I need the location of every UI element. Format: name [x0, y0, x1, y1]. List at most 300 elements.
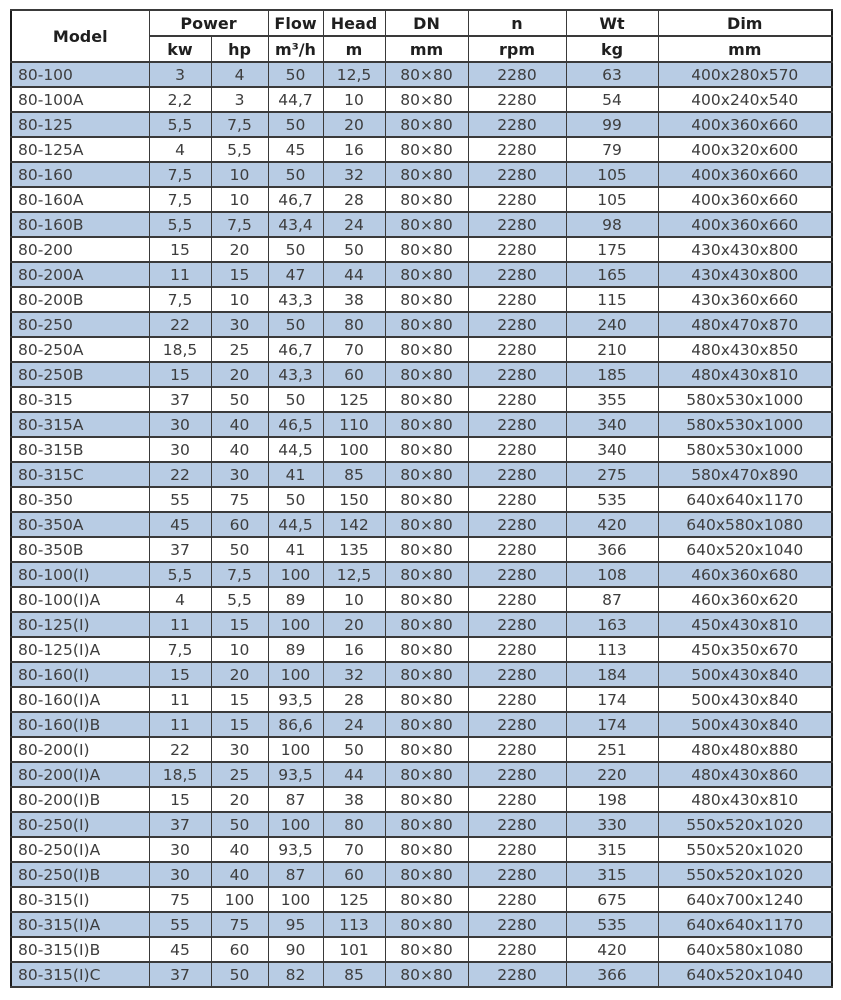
- value-cell: 80×80: [385, 237, 468, 262]
- value-cell: 2280: [468, 362, 566, 387]
- value-cell: 28: [323, 187, 385, 212]
- value-cell: 185: [566, 362, 658, 387]
- value-cell: 640x580x1080: [658, 937, 832, 962]
- value-cell: 2280: [468, 637, 566, 662]
- table-row: [11, 862, 832, 887]
- model-cell: 80-125A: [11, 137, 149, 162]
- header-row-groups: [11, 10, 832, 36]
- value-cell: 2280: [468, 962, 566, 987]
- col-header-wt: Wt: [566, 10, 658, 36]
- value-cell: 80×80: [385, 612, 468, 637]
- value-cell: 10: [211, 637, 268, 662]
- value-cell: 80×80: [385, 937, 468, 962]
- value-cell: 12,5: [323, 562, 385, 587]
- value-cell: 15: [149, 662, 211, 687]
- value-cell: 80×80: [385, 437, 468, 462]
- model-cell: 80-160(I): [11, 662, 149, 687]
- model-cell: 80-160(I)B: [11, 712, 149, 737]
- value-cell: 580x470x890: [658, 462, 832, 487]
- table-row: [11, 712, 832, 737]
- value-cell: 44,7: [268, 87, 323, 112]
- value-cell: 22: [149, 312, 211, 337]
- value-cell: 15: [149, 237, 211, 262]
- value-cell: 89: [268, 637, 323, 662]
- value-cell: 98: [566, 212, 658, 237]
- value-cell: 115: [566, 287, 658, 312]
- table-row: [11, 62, 832, 87]
- value-cell: 2280: [468, 787, 566, 812]
- value-cell: 2280: [468, 687, 566, 712]
- value-cell: 7,5: [149, 162, 211, 187]
- table-row: [11, 512, 832, 537]
- value-cell: 24: [323, 712, 385, 737]
- value-cell: 95: [268, 912, 323, 937]
- value-cell: 100: [211, 887, 268, 912]
- value-cell: 165: [566, 262, 658, 287]
- value-cell: 113: [566, 637, 658, 662]
- value-cell: 315: [566, 862, 658, 887]
- value-cell: 450x350x670: [658, 637, 832, 662]
- table-row: [11, 537, 832, 562]
- value-cell: 44,5: [268, 512, 323, 537]
- value-cell: 32: [323, 162, 385, 187]
- value-cell: 80×80: [385, 512, 468, 537]
- value-cell: 54: [566, 87, 658, 112]
- model-cell: 80-125(I)A: [11, 637, 149, 662]
- value-cell: 46,5: [268, 412, 323, 437]
- value-cell: 80×80: [385, 262, 468, 287]
- table-row: [11, 612, 832, 637]
- value-cell: 15: [211, 687, 268, 712]
- value-cell: 80×80: [385, 62, 468, 87]
- value-cell: 20: [211, 662, 268, 687]
- value-cell: 110: [323, 412, 385, 437]
- value-cell: 50: [211, 812, 268, 837]
- value-cell: 80: [323, 312, 385, 337]
- value-cell: 113: [323, 912, 385, 937]
- unit-n: rpm: [468, 36, 566, 62]
- table-row: [11, 687, 832, 712]
- value-cell: 50: [268, 162, 323, 187]
- unit-kw: kw: [149, 36, 211, 62]
- value-cell: 460x360x620: [658, 587, 832, 612]
- value-cell: 2280: [468, 712, 566, 737]
- value-cell: 100: [268, 612, 323, 637]
- value-cell: 5,5: [149, 562, 211, 587]
- value-cell: 75: [211, 487, 268, 512]
- value-cell: 50: [268, 487, 323, 512]
- value-cell: 275: [566, 462, 658, 487]
- value-cell: 30: [211, 737, 268, 762]
- value-cell: 41: [268, 537, 323, 562]
- value-cell: 46,7: [268, 337, 323, 362]
- value-cell: 101: [323, 937, 385, 962]
- value-cell: 20: [211, 362, 268, 387]
- value-cell: 20: [211, 237, 268, 262]
- value-cell: 640x700x1240: [658, 887, 832, 912]
- value-cell: 11: [149, 262, 211, 287]
- value-cell: 2280: [468, 837, 566, 862]
- value-cell: 16: [323, 637, 385, 662]
- value-cell: 40: [211, 837, 268, 862]
- value-cell: 87: [268, 862, 323, 887]
- value-cell: 2280: [468, 187, 566, 212]
- model-cell: 80-315(I): [11, 887, 149, 912]
- value-cell: 2280: [468, 462, 566, 487]
- table-header: [11, 10, 832, 62]
- value-cell: 16: [323, 137, 385, 162]
- table-row: [11, 637, 832, 662]
- value-cell: 15: [211, 262, 268, 287]
- value-cell: 2280: [468, 537, 566, 562]
- value-cell: 580x530x1000: [658, 387, 832, 412]
- value-cell: 420: [566, 512, 658, 537]
- value-cell: 2280: [468, 212, 566, 237]
- value-cell: 2280: [468, 287, 566, 312]
- value-cell: 7,5: [149, 287, 211, 312]
- value-cell: 30: [149, 437, 211, 462]
- value-cell: 7,5: [211, 212, 268, 237]
- value-cell: 25: [211, 762, 268, 787]
- value-cell: 174: [566, 712, 658, 737]
- value-cell: 93,5: [268, 837, 323, 862]
- table-row: [11, 212, 832, 237]
- value-cell: 330: [566, 812, 658, 837]
- value-cell: 37: [149, 537, 211, 562]
- value-cell: 535: [566, 487, 658, 512]
- model-cell: 80-315(I)C: [11, 962, 149, 987]
- model-cell: 80-100A: [11, 87, 149, 112]
- value-cell: 2280: [468, 812, 566, 837]
- value-cell: 44,5: [268, 437, 323, 462]
- value-cell: 44: [323, 262, 385, 287]
- value-cell: 41: [268, 462, 323, 487]
- value-cell: 30: [149, 837, 211, 862]
- value-cell: 4: [211, 62, 268, 87]
- value-cell: 80×80: [385, 212, 468, 237]
- value-cell: 640x520x1040: [658, 537, 832, 562]
- value-cell: 2280: [468, 62, 566, 87]
- value-cell: 75: [149, 887, 211, 912]
- value-cell: 80×80: [385, 537, 468, 562]
- table-row: [11, 87, 832, 112]
- value-cell: 315: [566, 837, 658, 862]
- value-cell: 100: [268, 812, 323, 837]
- value-cell: 2280: [468, 262, 566, 287]
- value-cell: 2280: [468, 887, 566, 912]
- model-cell: 80-125: [11, 112, 149, 137]
- table-row: [11, 912, 832, 937]
- col-header-flow: Flow: [268, 10, 323, 36]
- value-cell: 80×80: [385, 587, 468, 612]
- model-cell: 80-250(I)B: [11, 862, 149, 887]
- model-cell: 80-250A: [11, 337, 149, 362]
- model-cell: 80-250(I): [11, 812, 149, 837]
- value-cell: 366: [566, 962, 658, 987]
- value-cell: 80×80: [385, 362, 468, 387]
- value-cell: 80×80: [385, 137, 468, 162]
- model-cell: 80-160: [11, 162, 149, 187]
- value-cell: 93,5: [268, 762, 323, 787]
- table-row: [11, 562, 832, 587]
- value-cell: 15: [149, 787, 211, 812]
- value-cell: 251: [566, 737, 658, 762]
- value-cell: 82: [268, 962, 323, 987]
- value-cell: 80×80: [385, 887, 468, 912]
- value-cell: 550x520x1020: [658, 862, 832, 887]
- value-cell: 220: [566, 762, 658, 787]
- value-cell: 2280: [468, 912, 566, 937]
- value-cell: 37: [149, 387, 211, 412]
- value-cell: 2280: [468, 137, 566, 162]
- value-cell: 7,5: [149, 637, 211, 662]
- table-row: [11, 587, 832, 612]
- value-cell: 100: [268, 737, 323, 762]
- value-cell: 86,6: [268, 712, 323, 737]
- value-cell: 150: [323, 487, 385, 512]
- value-cell: 430x360x660: [658, 287, 832, 312]
- value-cell: 50: [211, 962, 268, 987]
- value-cell: 7,5: [149, 187, 211, 212]
- model-cell: 80-160(I)A: [11, 687, 149, 712]
- model-cell: 80-100: [11, 62, 149, 87]
- value-cell: 2280: [468, 412, 566, 437]
- value-cell: 38: [323, 787, 385, 812]
- value-cell: 108: [566, 562, 658, 587]
- value-cell: 30: [211, 312, 268, 337]
- value-cell: 32: [323, 662, 385, 687]
- value-cell: 80×80: [385, 87, 468, 112]
- value-cell: 80×80: [385, 487, 468, 512]
- value-cell: 2280: [468, 762, 566, 787]
- value-cell: 240: [566, 312, 658, 337]
- value-cell: 163: [566, 612, 658, 637]
- value-cell: 10: [211, 162, 268, 187]
- model-cell: 80-200(I): [11, 737, 149, 762]
- unit-flow: m³/h: [268, 36, 323, 62]
- value-cell: 174: [566, 687, 658, 712]
- value-cell: 640x640x1170: [658, 487, 832, 512]
- value-cell: 12,5: [323, 62, 385, 87]
- value-cell: 3: [149, 62, 211, 87]
- value-cell: 198: [566, 787, 658, 812]
- value-cell: 500x430x840: [658, 662, 832, 687]
- model-cell: 80-315(I)A: [11, 912, 149, 937]
- value-cell: 50: [268, 387, 323, 412]
- value-cell: 10: [211, 187, 268, 212]
- model-cell: 80-200(I)A: [11, 762, 149, 787]
- value-cell: 580x530x1000: [658, 437, 832, 462]
- unit-head: m: [323, 36, 385, 62]
- value-cell: 80×80: [385, 337, 468, 362]
- value-cell: 5,5: [149, 112, 211, 137]
- table-row: [11, 387, 832, 412]
- value-cell: 2280: [468, 937, 566, 962]
- value-cell: 70: [323, 837, 385, 862]
- value-cell: 50: [211, 387, 268, 412]
- value-cell: 4: [149, 137, 211, 162]
- value-cell: 87: [268, 787, 323, 812]
- value-cell: 80×80: [385, 387, 468, 412]
- value-cell: 7,5: [211, 112, 268, 137]
- value-cell: 38: [323, 287, 385, 312]
- value-cell: 5,5: [211, 137, 268, 162]
- value-cell: 93,5: [268, 687, 323, 712]
- col-header-dim: Dim: [658, 10, 832, 36]
- value-cell: 30: [149, 862, 211, 887]
- model-cell: 80-160A: [11, 187, 149, 212]
- value-cell: 80: [323, 812, 385, 837]
- value-cell: 80×80: [385, 787, 468, 812]
- value-cell: 5,5: [149, 212, 211, 237]
- value-cell: 50: [268, 62, 323, 87]
- value-cell: 100: [323, 437, 385, 462]
- value-cell: 400x360x660: [658, 187, 832, 212]
- value-cell: 210: [566, 337, 658, 362]
- value-cell: 2280: [468, 512, 566, 537]
- table-row: [11, 287, 832, 312]
- model-cell: 80-350B: [11, 537, 149, 562]
- pump-spec-table: [10, 9, 833, 988]
- value-cell: 18,5: [149, 337, 211, 362]
- table-row: [11, 462, 832, 487]
- model-cell: 80-250B: [11, 362, 149, 387]
- value-cell: 30: [211, 462, 268, 487]
- value-cell: 580x530x1000: [658, 412, 832, 437]
- value-cell: 70: [323, 337, 385, 362]
- value-cell: 2280: [468, 387, 566, 412]
- value-cell: 50: [323, 737, 385, 762]
- value-cell: 550x520x1020: [658, 812, 832, 837]
- value-cell: 80×80: [385, 112, 468, 137]
- value-cell: 15: [211, 712, 268, 737]
- value-cell: 43,3: [268, 362, 323, 387]
- value-cell: 55: [149, 487, 211, 512]
- value-cell: 640x580x1080: [658, 512, 832, 537]
- value-cell: 80×80: [385, 737, 468, 762]
- value-cell: 430x430x800: [658, 237, 832, 262]
- value-cell: 105: [566, 162, 658, 187]
- col-header-model: Model: [11, 10, 149, 62]
- value-cell: 80×80: [385, 912, 468, 937]
- value-cell: 60: [211, 937, 268, 962]
- value-cell: 535: [566, 912, 658, 937]
- value-cell: 22: [149, 462, 211, 487]
- table-row: [11, 812, 832, 837]
- model-cell: 80-200(I)B: [11, 787, 149, 812]
- value-cell: 80×80: [385, 962, 468, 987]
- value-cell: 40: [211, 412, 268, 437]
- value-cell: 11: [149, 712, 211, 737]
- value-cell: 2,2: [149, 87, 211, 112]
- value-cell: 10: [211, 287, 268, 312]
- value-cell: 340: [566, 412, 658, 437]
- value-cell: 125: [323, 887, 385, 912]
- value-cell: 89: [268, 587, 323, 612]
- value-cell: 25: [211, 337, 268, 362]
- value-cell: 400x240x540: [658, 87, 832, 112]
- value-cell: 675: [566, 887, 658, 912]
- value-cell: 60: [323, 362, 385, 387]
- model-cell: 80-315(I)B: [11, 937, 149, 962]
- value-cell: 480x430x860: [658, 762, 832, 787]
- value-cell: 355: [566, 387, 658, 412]
- value-cell: 2280: [468, 612, 566, 637]
- value-cell: 80×80: [385, 862, 468, 887]
- model-cell: 80-200B: [11, 287, 149, 312]
- model-cell: 80-100(I)A: [11, 587, 149, 612]
- value-cell: 2280: [468, 237, 566, 262]
- value-cell: 142: [323, 512, 385, 537]
- value-cell: 3: [211, 87, 268, 112]
- table-row: [11, 937, 832, 962]
- value-cell: 80×80: [385, 412, 468, 437]
- unit-hp: hp: [211, 36, 268, 62]
- value-cell: 37: [149, 962, 211, 987]
- value-cell: 80×80: [385, 462, 468, 487]
- value-cell: 80×80: [385, 187, 468, 212]
- value-cell: 18,5: [149, 762, 211, 787]
- value-cell: 400x360x660: [658, 112, 832, 137]
- value-cell: 480x470x870: [658, 312, 832, 337]
- value-cell: 125: [323, 387, 385, 412]
- value-cell: 2280: [468, 87, 566, 112]
- value-cell: 480x430x810: [658, 362, 832, 387]
- value-cell: 90: [268, 937, 323, 962]
- table-row: [11, 187, 832, 212]
- model-cell: 80-350: [11, 487, 149, 512]
- value-cell: 100: [268, 887, 323, 912]
- value-cell: 2280: [468, 862, 566, 887]
- value-cell: 63: [566, 62, 658, 87]
- table-row: [11, 887, 832, 912]
- table-row: [11, 487, 832, 512]
- table-row: [11, 162, 832, 187]
- value-cell: 5,5: [211, 587, 268, 612]
- value-cell: 45: [149, 512, 211, 537]
- value-cell: 80×80: [385, 712, 468, 737]
- value-cell: 400x360x660: [658, 212, 832, 237]
- value-cell: 340: [566, 437, 658, 462]
- value-cell: 500x430x840: [658, 712, 832, 737]
- table-row: [11, 737, 832, 762]
- value-cell: 85: [323, 462, 385, 487]
- value-cell: 46,7: [268, 187, 323, 212]
- model-cell: 80-315C: [11, 462, 149, 487]
- model-cell: 80-125(I): [11, 612, 149, 637]
- value-cell: 10: [323, 87, 385, 112]
- value-cell: 99: [566, 112, 658, 137]
- table-row: [11, 412, 832, 437]
- table-row: [11, 262, 832, 287]
- value-cell: 2280: [468, 112, 566, 137]
- col-header-head: Head: [323, 10, 385, 36]
- table-row: [11, 837, 832, 862]
- table-row: [11, 362, 832, 387]
- value-cell: 55: [149, 912, 211, 937]
- value-cell: 480x480x880: [658, 737, 832, 762]
- table-body: [11, 62, 832, 987]
- value-cell: 45: [268, 137, 323, 162]
- value-cell: 80×80: [385, 662, 468, 687]
- value-cell: 15: [149, 362, 211, 387]
- value-cell: 20: [323, 612, 385, 637]
- value-cell: 80×80: [385, 812, 468, 837]
- value-cell: 40: [211, 862, 268, 887]
- value-cell: 2280: [468, 312, 566, 337]
- value-cell: 45: [149, 937, 211, 962]
- value-cell: 400x360x660: [658, 162, 832, 187]
